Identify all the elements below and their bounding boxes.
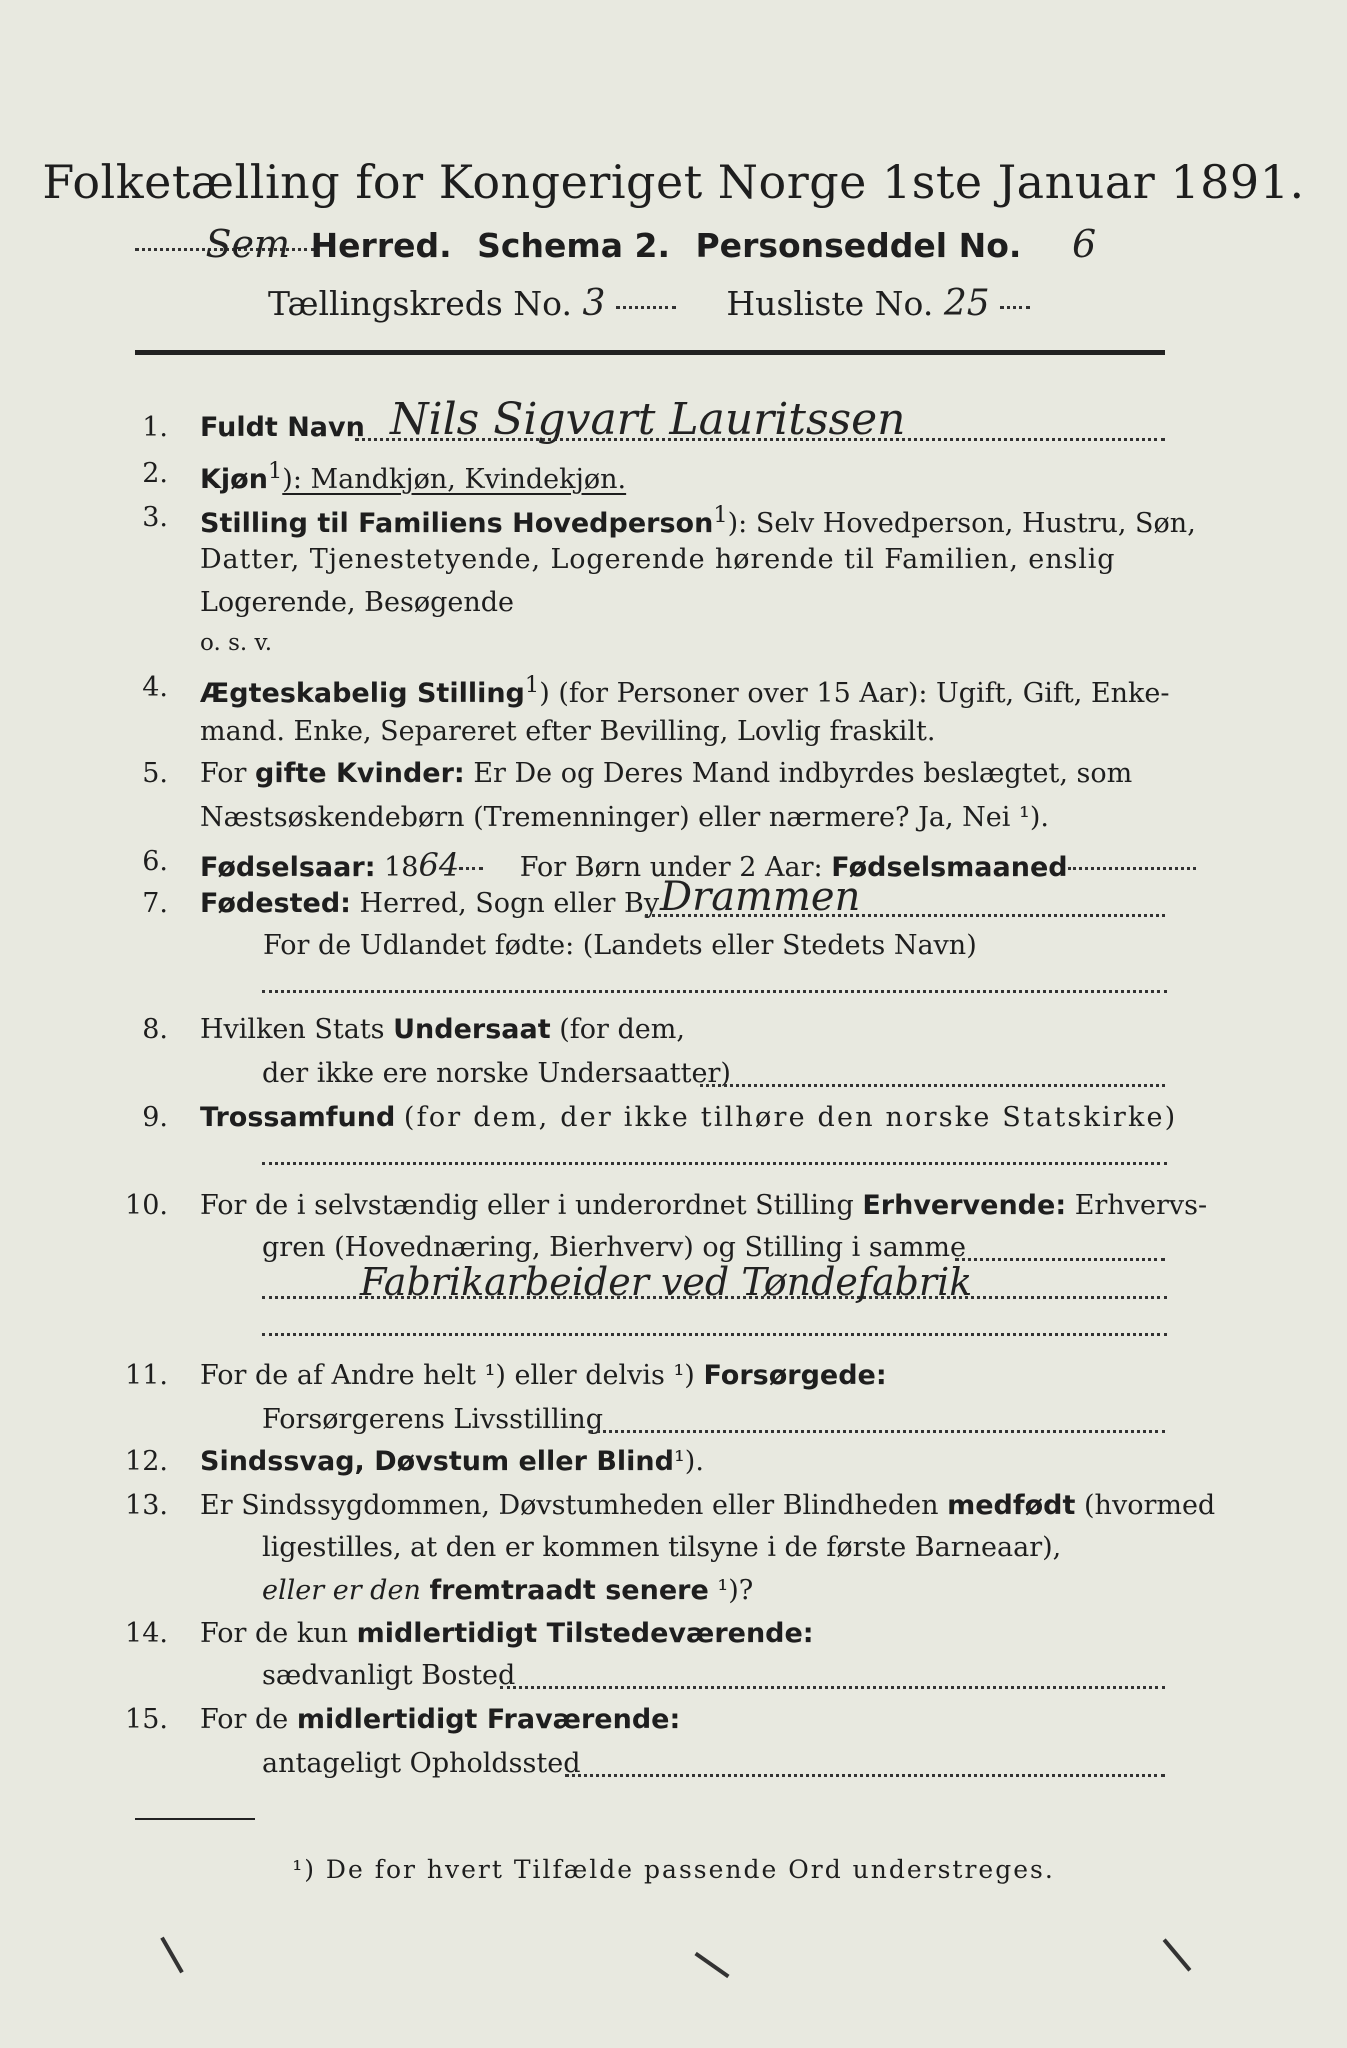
corner-mark-right — [1163, 1938, 1192, 1971]
occupation-field-extra — [262, 1333, 1167, 1336]
family-position-line3: Logerende, Besøgende — [200, 587, 514, 618]
item-number: 2. — [142, 458, 168, 489]
item-prefix: For de af Andre helt ¹) eller delvis ¹) — [200, 1360, 695, 1391]
subject-label: Undersaat — [393, 1014, 551, 1045]
footnote-ref: 1 — [524, 672, 540, 698]
schema-label: Schema 2. — [477, 226, 670, 265]
item-prefix: For de — [200, 1704, 289, 1735]
religion-field — [262, 1162, 1167, 1165]
family-position-label: Stilling til Familiens Hovedperson — [200, 508, 714, 539]
congenital-note: (hvormed — [1084, 1490, 1216, 1521]
item-number: 3. — [142, 502, 168, 533]
item-number: 14. — [125, 1618, 168, 1649]
husliste-label: Husliste No. — [726, 284, 934, 323]
item-prefix: For de i selvstændig eller i underordnet Stilling — [200, 1190, 854, 1221]
personseddel-label: Personseddel No. — [695, 226, 1022, 265]
temporary-present-label: midlertidigt Tilstedeværende: — [356, 1618, 814, 1649]
supported-label: Forsørgede: — [703, 1360, 887, 1391]
footnote: ¹) De for hvert Tilfælde passende Ord understreges. — [292, 1855, 1055, 1884]
birth-month-label: Fødselsmaaned — [831, 852, 1068, 883]
item-number: 12. — [125, 1446, 168, 1477]
header-rule — [135, 350, 1165, 355]
usual-residence-label: sædvanligt Bosted — [262, 1660, 516, 1691]
religion-label: Trossamfund — [200, 1102, 396, 1133]
occupation-label: Erhvervende: — [862, 1190, 1067, 1221]
occupation-value: Fabrikarbeider ved Tøndefabrik — [360, 1260, 973, 1304]
marital-status-label: Ægteskabelig Stilling — [200, 678, 525, 709]
religion-note: (for dem, der ikke tilhøre den norske Statskirke) — [403, 1102, 1178, 1133]
congenital-line2: ligestilles, at den er kommen tilsyne i de første Barneaar), — [262, 1532, 1062, 1563]
foreign-born-field — [262, 990, 1167, 993]
married-women-label: gifte Kvinder: — [255, 758, 465, 789]
footnote-ref: ¹). — [673, 1446, 704, 1477]
birthplace-label: Fødested: — [200, 888, 351, 919]
item-number: 4. — [142, 672, 168, 703]
congenital-label: medfødt — [947, 1490, 1076, 1521]
item-number: 13. — [125, 1490, 168, 1521]
occupation-line2: gren (Hovednæring, Bierhverv) og Stilling i samme — [262, 1232, 967, 1263]
temporary-absent-label: midlertidigt Fraværende: — [296, 1704, 681, 1735]
corner-mark-center — [694, 1952, 729, 1978]
foreign-born-line: For de Udlandet fødte: (Landets eller Stedets Navn) — [263, 930, 977, 961]
form-title: Folketælling for Kongeriget Norge 1ste Januar 1891. — [42, 155, 1305, 209]
birth-year-prefix: 18 — [384, 852, 419, 883]
birthplace-value: Drammen — [660, 874, 861, 920]
birth-year-value: 64 — [418, 846, 460, 884]
supporter-occupation-label: Forsørgerens Livsstilling — [262, 1404, 604, 1435]
item-number: 7. — [142, 888, 168, 919]
footnote-rule — [135, 1818, 255, 1820]
item-number: 11. — [125, 1360, 168, 1391]
item-prefix: For de kun — [200, 1618, 348, 1649]
subject-note: (for dem, — [559, 1014, 685, 1045]
kreds-label: Tællingskreds No. — [268, 284, 572, 323]
item-number: 6. — [142, 846, 168, 877]
gender-options: ): Mandkjøn, Kvindekjøn. — [282, 464, 627, 495]
family-position-line2: Datter, Tjenestetyende, Logerende hørende til Familien, enslig — [200, 544, 1116, 575]
item-number: 1. — [142, 412, 168, 443]
marital-status-line2: mand. Enke, Separeret efter Bevilling, Lovlig fraskilt. — [200, 716, 936, 747]
disability-label: Sindssvag, Døvstum eller Blind — [200, 1446, 674, 1477]
subject-line2: der ikke ere norske Undersaatter) — [262, 1058, 731, 1089]
congenital-line3-start: eller er den — [262, 1575, 421, 1606]
item-number: 10. — [125, 1190, 168, 1221]
husliste-value: 25 — [943, 283, 990, 324]
probable-residence-label: antageligt Opholdssted — [262, 1748, 581, 1779]
gender-label: Kjøn — [200, 464, 268, 495]
item-number: 9. — [142, 1102, 168, 1133]
item-prefix: Er Sindssygdommen, Døvstumheden eller Blindheden — [200, 1490, 939, 1521]
birth-year-label: Fødselsaar: — [200, 852, 376, 883]
married-women-line2: Næstsøskendebørn (Tremenninger) eller nærmere? Ja, Nei ¹). — [200, 802, 1049, 833]
header-herred-row — [135, 222, 1136, 266]
herred-value: Sem — [205, 222, 291, 266]
full-name-value: Nils Sigvart Lauritssen — [390, 394, 906, 445]
item-number: 15. — [125, 1704, 168, 1735]
footnote-ref: 1 — [267, 458, 283, 484]
family-position-line4: o. s. v. — [200, 630, 273, 656]
later-onset-label: fremtraadt senere — [429, 1575, 709, 1606]
family-position-options: ): Selv Hovedperson, Hustru, Søn, — [727, 508, 1196, 539]
herred-label: Herred. — [310, 226, 452, 265]
item-prefix: For — [200, 758, 247, 789]
birthplace-options: Herred, Sogn eller By — [359, 888, 660, 919]
item-number: 8. — [142, 1014, 168, 1045]
footnote-ref: 1 — [713, 502, 728, 528]
item-prefix: Hvilken Stats — [200, 1014, 385, 1045]
header-kreds-row — [268, 283, 1030, 324]
marital-status-options: ) (for Personer over 15 Aar): Ugift, Gift, Enke- — [539, 678, 1170, 709]
kreds-value: 3 — [582, 283, 606, 324]
birth-month-intro: For Børn under 2 Aar: — [519, 852, 823, 883]
item-number: 5. — [142, 758, 168, 789]
married-women-question: Er De og Deres Mand indbyrdes beslægtet, som — [473, 758, 1133, 789]
occupation-note: Erhvervs- — [1074, 1190, 1208, 1221]
corner-mark-left — [160, 1937, 183, 1974]
personseddel-value: 6 — [1071, 222, 1097, 266]
footnote-ref: ¹)? — [717, 1575, 754, 1606]
full-name-label: Fuldt Navn — [200, 412, 365, 443]
